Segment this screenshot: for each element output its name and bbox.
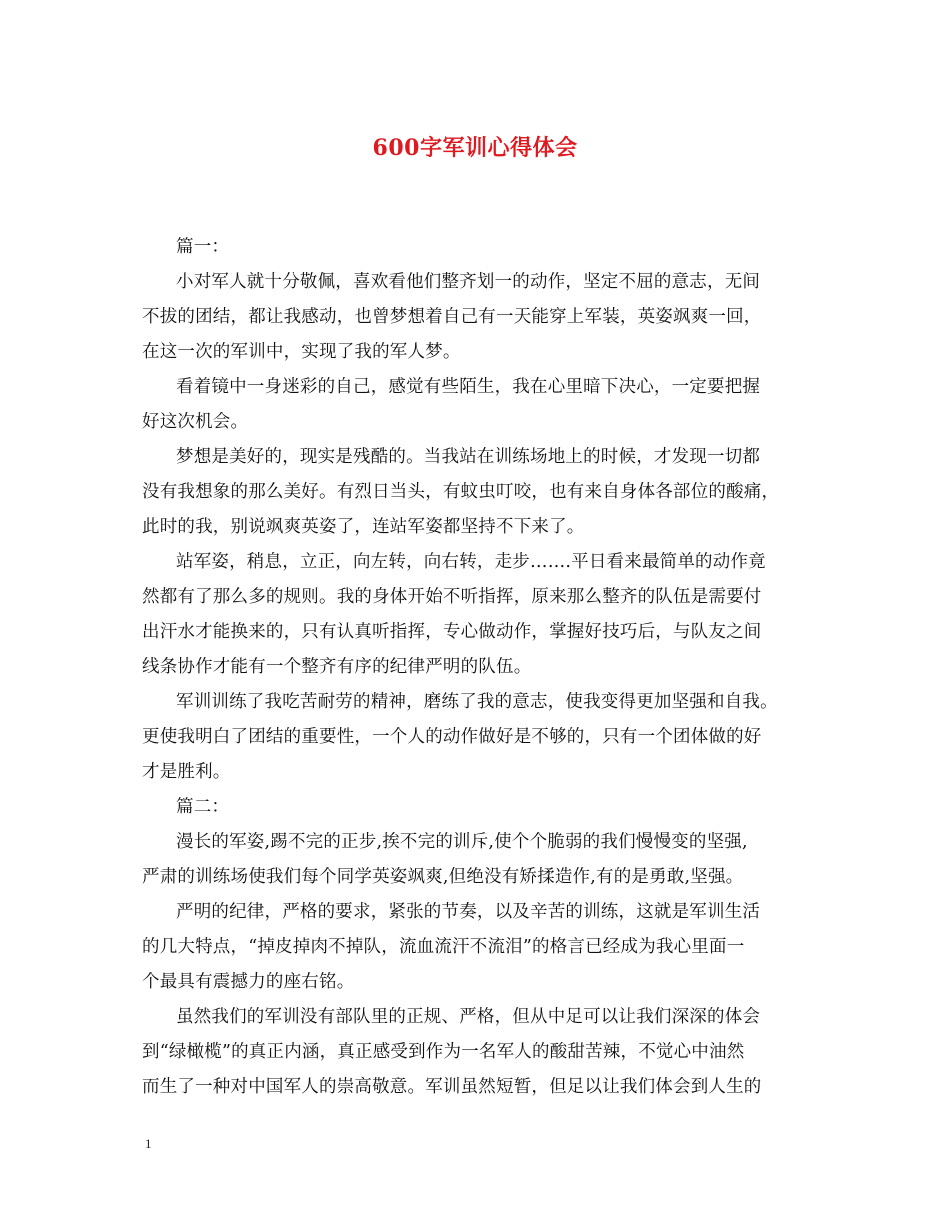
text-line: 的几大特点，“掉皮掉肉不掉队，流血流汗不流泪”的格言已经成为我心里面一 bbox=[142, 937, 745, 957]
text-line: 严肃的训练场使我们每个同学英姿飒爽,但绝没有矫揉造作,有的是勇敢,坚强。 bbox=[142, 867, 744, 887]
text-line: 才是胜利。 bbox=[142, 762, 231, 782]
text-line: 在这一次的军训中，实现了我的军人梦。 bbox=[142, 342, 461, 362]
text-line: 而生了一种对中国军人的崇高敬意。军训虽然短暂，但足以让我们体会到人生的 bbox=[142, 1077, 762, 1097]
text-line: 梦想是美好的，现实是残酷的。当我站在训练场地上的时候，才发现一切都 bbox=[176, 447, 761, 467]
text-line: 篇一： bbox=[176, 237, 230, 257]
page-number: 1 bbox=[145, 1136, 152, 1151]
text-line: 更使我明白了团结的重要性，一个人的动作做好是不够的，只有一个团体做的好 bbox=[142, 727, 762, 747]
text-line: 站军姿，稍息，立正，向左转，向右转，走步…….平日看来最简单的动作竟 bbox=[176, 552, 766, 572]
document-title: 600字军训心得体会 bbox=[372, 135, 578, 161]
text-line: 篇二： bbox=[176, 797, 230, 817]
document-body bbox=[142, 230, 818, 1105]
text-line: 严明的纪律，严格的要求，紧张的节奏，以及辛苦的训练，这就是军训生活 bbox=[176, 902, 761, 922]
text-line: 此时的我，别说飒爽英姿了，连站军姿都坚持不下来了。 bbox=[142, 517, 585, 537]
text-line: 漫长的军姿,踢不完的正步,挨不完的训斥,使个个脆弱的我们慢慢变的坚强, bbox=[176, 832, 748, 852]
text-line: 出汗水才能换来的，只有认真听指挥，专心做动作，掌握好技巧后，与队友之间 bbox=[142, 622, 762, 642]
text-line: 线条协作才能有一个整齐有序的纪律严明的队伍。 bbox=[142, 657, 532, 677]
text-line: 不拔的团结，都让我感动，也曾梦想着自己有一天能穿上军装，英姿飒爽一回， bbox=[142, 307, 762, 327]
text-line: 看着镜中一身迷彩的自己，感觉有些陌生，我在心里暗下决心，一定要把握 bbox=[176, 377, 761, 397]
text-line: 军训训练了我吃苦耐劳的精神，磨练了我的意志，使我变得更加坚强和自我。 bbox=[176, 692, 778, 712]
text-line: 小对军人就十分敬佩，喜欢看他们整齐划一的动作，坚定不屈的意志，无间 bbox=[176, 272, 761, 292]
text-line: 到“绿橄榄”的真正内涵，真正感受到作为一名军人的酸甜苦辣，不觉心中油然 bbox=[142, 1042, 745, 1062]
text-line: 好这次机会。 bbox=[142, 412, 249, 432]
text-line: 个最具有震撼力的座右铭。 bbox=[142, 972, 355, 992]
text-line: 没有我想象的那么美好。有烈日当头，有蚊虫叮咬，也有来自身体各部位的酸痛， bbox=[142, 482, 780, 502]
text-line: 然都有了那么多的规则。我的身体开始不听指挥，原来那么整齐的队伍是需要付 bbox=[142, 587, 762, 607]
text-line: 虽然我们的军训没有部队里的正规、严格，但从中足可以让我们深深的体会 bbox=[176, 1007, 761, 1027]
